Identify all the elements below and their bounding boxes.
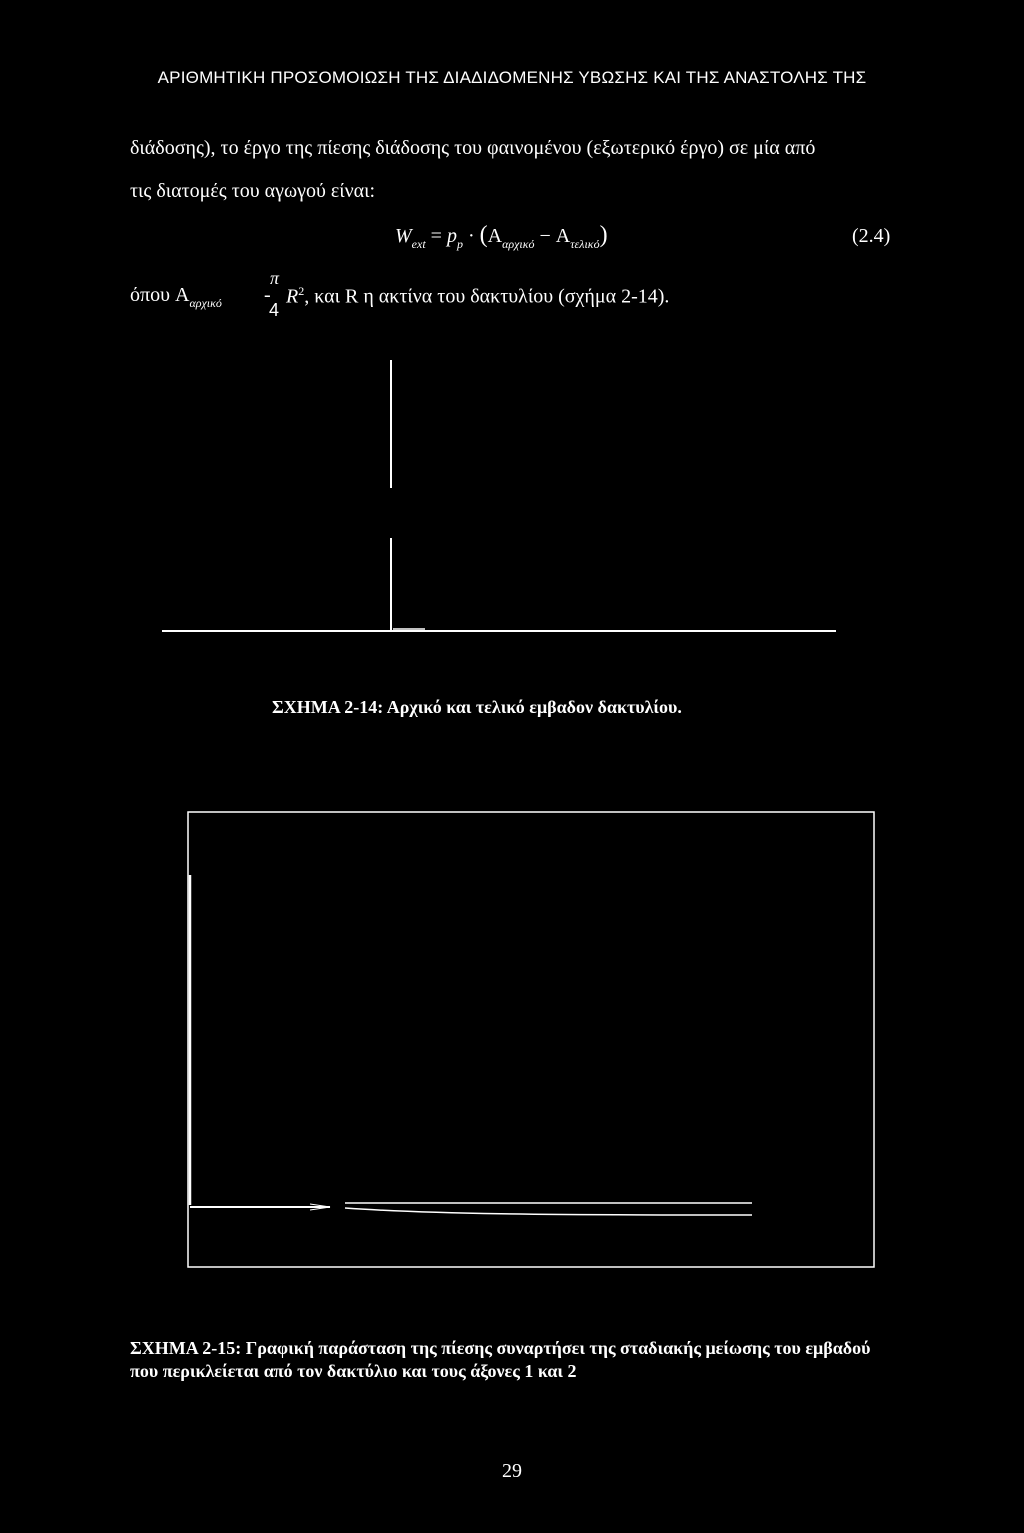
eq-dot: · [462,225,480,247]
eq-p: p [446,225,457,247]
body-text-line-1: διάδοσης), το έργο της πίεσης διάδοσης του φαινομένου (εξωτερικό έργο) σε μία από [130,137,816,159]
body-text-line-2: τις διατομές του αγωγού είναι: [130,180,376,202]
figure-2-15-caption-line-1: ΣΧΗΜΑ 2-15: Γραφική παράσταση της πίεσης συναρτήσει της σταδιακής μείωσης του εμβαδού [130,1338,871,1358]
page-number: 29 [502,1460,522,1482]
def-r: R [286,285,299,308]
eq-a1: A [487,225,503,247]
def-a-sub: αρχικό [189,296,222,310]
eq-open-paren: ( [479,222,488,248]
equation-number: (2.4) [852,225,891,247]
fig15-curve [345,1208,752,1215]
fig15-frame [188,812,874,1267]
def-four: 4 [269,300,280,320]
figure-2-15-caption-line-2: που περικλείεται από τον δακτύλιο και τους άξονες 1 και 2 [130,1361,577,1381]
figure-2-14-drawing [162,360,836,631]
eq-a1-sub: αρχικό [502,237,535,251]
def-pi: π [270,268,280,288]
figure-2-14-caption: ΣΧΗΜΑ 2-14: Αρχικό και τελικό εμβαδον δακτυλίου. [272,697,682,717]
def-r-sup: 2 [298,284,305,298]
eq-p-sub: p [456,237,463,251]
eq-close-paren: ) [599,222,608,248]
eq-w-sub: ext [411,237,426,251]
def-prefix: όπου A [130,284,190,306]
eq-a2: A [555,225,571,247]
eq-equals: = [425,225,447,247]
def-rest: , και R η ακτίνα του δακτυλίου (σχήμα 2-14). [304,285,670,308]
eq-w: W [395,225,412,247]
eq-minus: − [534,225,556,247]
figure-2-15-drawing [188,812,874,1267]
eq-a2-sub: τελικό [570,237,600,251]
def-dash: - [264,284,271,306]
running-header: ΑΡΙΘΜΗΤΙΚΗ ΠΡΟΣΟΜΟΙΩΣΗ ΤΗΣ ΔΙΑΔΙΔΟΜΕΝΗΣ ΥΒΩΣΗΣ ΚΑΙ ΤΗΣ ΑΝΑΣΤΟΛΗΣ ΤΗΣ [157,68,867,87]
